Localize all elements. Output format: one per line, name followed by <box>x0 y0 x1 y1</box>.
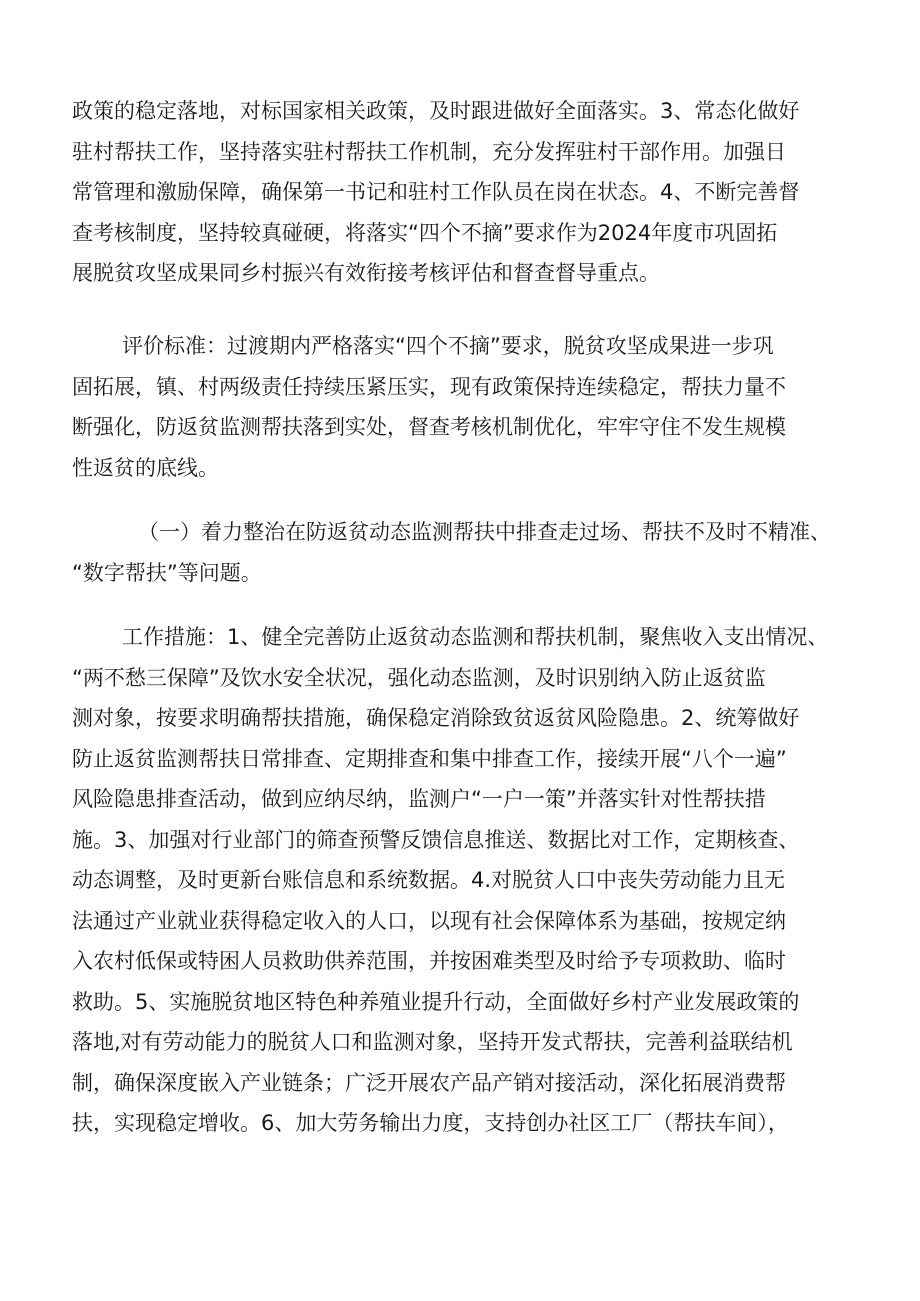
text-line: 固拓展，镇、村两级责任持续压紧压实，现有政策保持连续稳定，帮扶力量不 <box>72 374 786 399</box>
paragraph-work-measures <box>72 617 868 1144</box>
text-line: 法通过产业就业获得稳定收入的人口，以现有社会保障体系为基础，按规定纳 <box>72 908 786 933</box>
text-line: 工作措施：1、健全完善防止返贫动态监测和帮扶机制，聚焦收入支出情况、 <box>122 625 829 649</box>
text-line: “两不愁三保障”及饮水安全状况，强化动态监测，及时识别纳入防止返贫监 <box>72 665 766 690</box>
text-line: 制，确保深度嵌入产业链条；广泛开展农产品产销对接活动，深化拓展消费帮 <box>72 1070 786 1095</box>
text-line: 测对象，按要求明确帮扶措施，确保稳定消除致贫返贫风险隐患。2、统筹做好 <box>72 706 800 730</box>
text-line: （一）着力整治在防返贫动态监测帮扶中排查走过场、帮扶不及时不精准、 <box>138 520 831 544</box>
text-line: 常管理和激励保障，确保第一书记和驻村工作队员在岗在状态。4、不断完善督 <box>72 180 800 204</box>
text-line: 性返贫的底线。 <box>72 455 219 480</box>
text-line: 救助。5、实施脱贫地区特色种养殖业提升行动，全面做好乡村产业发展政策的 <box>72 989 800 1014</box>
paragraph-evaluation-standard <box>72 326 868 488</box>
text-line: 入农村低保或特困人员救助供养范围，并按困难类型及时给予专项救助、临时 <box>72 949 786 973</box>
text-line: 展脱贫攻坚成果同乡村振兴有效衔接考核评估和督查督导重点。 <box>72 261 660 285</box>
text-line: 评价标准：过渡期内严格落实“四个不摘”要求，脱贫攻坚成果进一步巩 <box>122 334 774 358</box>
text-line: 施。3、加强对行业部门的筛查预警反馈信息推送、数据比对工作，定期核查、 <box>72 827 800 852</box>
text-line: 断强化，防返贫监测帮扶落到实处，督查考核机制优化，牢牢守住不发生规模 <box>72 415 786 439</box>
paragraph-policy-implementation <box>72 91 868 294</box>
text-line: 政策的稳定落地，对标国家相关政策，及时跟进做好全面落实。3、常态化做好 <box>72 99 800 123</box>
text-line: 查考核制度，坚持较真碰硬，将落实“四个不摘”要求作为2024年度市巩固拓 <box>72 220 778 245</box>
section-heading-one <box>72 512 868 593</box>
text-line: 落地,对有劳动能力的脱贫人口和监测对象，坚持开发式帮扶，完善利益联结机 <box>72 1030 793 1054</box>
text-line: 防止返贫监测帮扶日常排查、定期排查和集中排查工作，接续开展“八个一遍” <box>72 746 787 771</box>
text-line: 驻村帮扶工作，坚持落实驻村帮扶工作机制，充分发挥驻村干部作用。加强日 <box>72 139 786 164</box>
text-line: 动态调整，及时更新台账信息和系统数据。4.对脱贫人口中丧失劳动能力且无 <box>72 868 786 892</box>
text-line: 风险隐患排查活动，做到应纳尽纳，监测户“一户一策”并落实针对性帮扶措 <box>72 787 766 811</box>
text-line: “数字帮扶”等问题。 <box>72 560 262 585</box>
text-line: 扶，实现稳定增收。6、加大劳务输出力度，支持创办社区工厂（帮扶车间）， <box>72 1111 789 1135</box>
